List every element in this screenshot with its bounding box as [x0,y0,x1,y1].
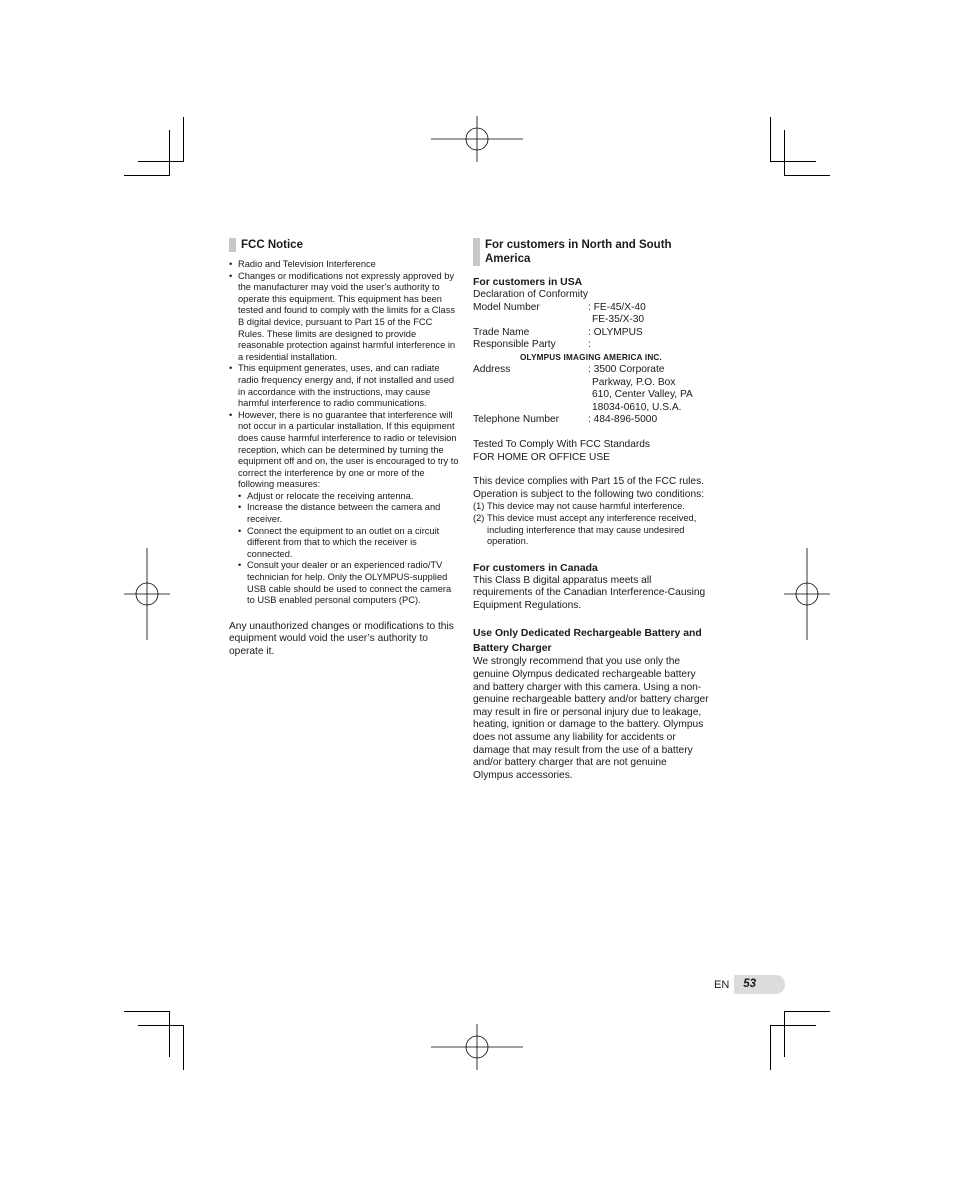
telephone-label: Telephone Number [473,414,560,426]
crop-mark [138,161,184,162]
crop-mark [784,1011,830,1012]
measures-list [238,491,461,607]
registration-mark-icon [431,116,523,162]
list-item [473,513,709,548]
list-item: • This equipment generates, uses, and can radiate radio frequency energy and, if not installed and used in accordance with the instructions, may cause harmful interference to radio communications. [229,363,461,409]
customers-column [473,238,709,782]
fcc-notice-column [229,238,461,659]
battery-paragraph: We strongly recommend that you use only the genuine Olympus dedicated rechargeable battery and battery charger with this camera. Using a non-genuine rechargeable battery and/or battery charger may result in fire or personal injury due to leakage, heating, ignition or damage to the battery. Olympus does not assume any liability for accidents or damage that may result from the use of a battery and/or battery charger that are not genuine Olympus accessories. [473,656,709,781]
trade-name-row [473,327,709,340]
canada-paragraph: This Class B digital apparatus meets all requirements of the Canadian Interference-Causing Equipment Regulations. [473,574,706,611]
model-number-value: FE-35/X-30 [592,314,645,326]
crop-mark [770,161,816,162]
list-item: • Connect the equipment to an outlet on a circuit different from that to which the receiver is connected. [238,526,461,561]
trade-name-value: : OLYMPUS [588,326,643,338]
telephone-value: : 484-896-5000 [588,414,658,426]
crop-mark [183,1025,184,1070]
address-line: 18034-0610, U.S.A. [592,401,682,413]
condition-number: (1) [473,501,485,512]
page-number-bar [714,975,785,994]
battery-title: Use Only Dedicated Rechargeable Battery and Battery Charger [473,628,702,655]
americas-heading: For customers in North and South America [473,238,709,266]
complies-paragraph: This device complies with Part 15 of the FCC rules. Operation is subject to the following two conditions: [473,476,705,500]
list-item: • Consult your dealer or an experienced radio/TV technician for help. Only the OLYMPUS-supplied USB cable should be used to connect the camera to USB enabled personal computers (PC). [238,560,461,606]
crop-mark [124,175,170,176]
declaration-text: Declaration of Conformity [473,289,588,300]
responsible-party-row [473,339,709,352]
condition-number: (2) [473,512,485,523]
list-item: • Radio and Television Interference [229,259,461,271]
registration-mark-icon [124,548,170,640]
telephone-row [473,414,709,427]
fcc-bullet-list [229,259,461,607]
crop-mark [183,117,184,161]
responsible-party-label: Responsible Party [473,339,556,351]
crop-mark [124,1011,170,1012]
address-line: : 3500 Corporate [588,363,665,375]
tested-line: Tested To Comply With FCC Standards [473,438,651,450]
address-line: 610, Center Valley, PA [592,389,693,401]
condition-text: This device may not cause harmful interference. [487,501,685,512]
crop-mark [770,117,771,161]
crop-mark [169,130,170,176]
tested-line: FOR HOME OR OFFICE USE [473,451,610,463]
list-item-text: However, there is no guarantee that interference will not occur in a particular installation. If this equipment does cause harmful interference to radio or television reception, which can be determined by turning the equipment off and on, the user is encouraged to try to correct the interference by one or more of the following measures: [238,409,459,490]
registration-mark-icon [784,548,830,640]
crop-mark [784,1011,785,1057]
model-number-label: Model Number [473,301,540,313]
condition-text: This device must accept any interference received, including interference that may cause undesired operation. [487,512,697,547]
crop-mark [770,1025,771,1070]
trade-name-label: Trade Name [473,326,530,338]
crop-mark [784,130,785,176]
address-line: Parkway, P.O. Box [592,376,676,388]
closing-paragraph: Any unauthorized changes or modifications to this equipment would void the user’s authority to operate it. [229,620,454,657]
list-item: • Adjust or relocate the receiving antenna. [238,491,461,503]
conditions-list [473,501,709,547]
model-number-value: : FE-45/X-40 [588,301,646,313]
crop-mark [138,1025,184,1026]
responsible-party-company: OLYMPUS IMAGING AMERICA INC. [519,352,663,362]
fcc-notice-heading: FCC Notice [229,238,461,252]
crop-mark [169,1011,170,1057]
address-label: Address [473,363,511,375]
list-item [473,501,709,513]
page-number: 53 [734,975,785,994]
usa-title: For customers in USA [473,277,583,288]
model-number-row [473,302,709,327]
address-row [473,364,709,414]
canada-title: For customers in Canada [473,562,598,574]
registration-mark-icon [431,1024,523,1070]
responsible-party-colon: : [588,339,591,351]
crop-mark [770,1025,816,1026]
list-item: • Increase the distance between the camera and receiver. [238,502,461,525]
language-label: EN [714,978,730,991]
list-item [229,410,461,607]
list-item: • Changes or modifications not expressly approved by the manufacturer may void the user’s authority to operate this equipment. This equipment has been tested and found to comply with the limits for a Class B digital device, pursuant to Part 15 of the FCC Rules. These limits are designed to provide reasonable protection against harmful interference in a residential installation. [229,271,461,364]
crop-mark [784,175,830,176]
